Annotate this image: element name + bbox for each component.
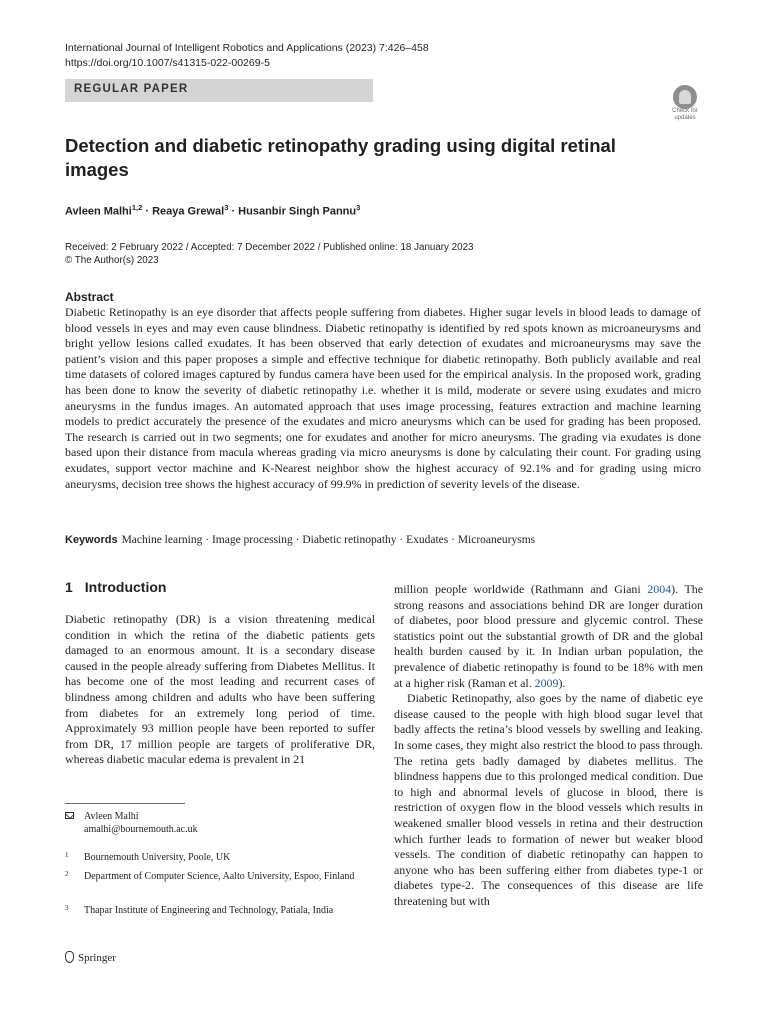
affiliation-number: 3: [65, 904, 69, 912]
citation-link[interactable]: 2009: [534, 675, 559, 690]
intro-column-left: Diabetic retinopathy (DR) is a vision threatening medical condition in which the retina of the diabetic patients gets damaged to an enormous amount. It is a secondary disease caused in the people already suffering from Diabetes Mellitus. It has become one of the most leading and recurrent cases of blindness among children and adults who have been suffering from diabetes for an extremely long period of time. Approximately 93 million people have been reported to suffer from DR, 17 million people are targets of proliferative DR, whereas diabetic macular edema is prevalent in 21: [65, 612, 375, 767]
publisher-footer: [65, 951, 116, 964]
paper-type-banner: [65, 79, 373, 102]
check-badge-line2: updates: [674, 114, 696, 121]
contact-email[interactable]: amalhi@bournemouth.ac.uk: [84, 824, 198, 835]
author-name[interactable]: Husanbir Singh Pannu: [238, 205, 357, 218]
keywords-label: Keywords: [65, 534, 118, 546]
author-name[interactable]: Avleen Malhi: [65, 205, 132, 218]
envelope-icon: [65, 812, 74, 819]
affiliation-number: 1: [65, 851, 69, 859]
intro-paragraph: Diabetic Retinopathy, also goes by the name of diabetic eye disease caused to the people with high blood sugar level that badly affects the retina’s blood vessels by swelling and leaking. In some cases, they might also restrict the blood to pass through. The retina gets badly damaged by diabetes mellitus. The blindness happens due to this prolonged medical condition. Due to high and abnormal levels of glucose in blood, there is restriction of oxygen flow in the blood vessels which results in weakened smaller blood vessels in retina and their destruction which further leads to formation of newer but weaker blood vessels. The condition of diabetic retinopathy can happen to anyone who has been suffering either from diabetes type-1 or diabetes type-2. The consequences of this disease are life threatening but with: [394, 691, 703, 908]
author-separator: ·: [142, 205, 153, 218]
affiliation-1: [65, 851, 355, 864]
author-affiliation: 3: [224, 203, 229, 212]
journal-citation: International Journal of Intelligent Robotics and Applications (2023) 7:426–458: [65, 42, 429, 54]
author-affiliation: 3: [356, 203, 361, 212]
affiliation-text: Department of Computer Science, Aalto University, Espoo, Finland: [84, 871, 355, 882]
citation-link[interactable]: 2004: [647, 582, 672, 596]
keywords-list: Machine learning · Image processing · Diabetic retinopathy · Exudates · Microaneurysms: [121, 534, 536, 546]
springer-horse-icon: [65, 951, 74, 963]
paper-type-label: REGULAR PAPER: [74, 83, 189, 95]
author-list: [65, 203, 360, 218]
affiliation-number: 2: [65, 870, 69, 878]
publication-dates: [65, 241, 473, 267]
keywords: [65, 534, 535, 546]
affiliation-3: [65, 904, 355, 917]
author-name[interactable]: Reaya Grewal: [152, 205, 225, 218]
check-for-updates-badge[interactable]: [667, 85, 703, 123]
author-affiliation: 1,2: [131, 203, 143, 212]
journal-header: [65, 41, 429, 71]
footnote-divider: [65, 803, 185, 804]
affiliation-text: Bournemouth University, Poole, UK: [84, 852, 231, 863]
abstract-text: Diabetic Retinopathy is an eye disorder that affects people suffering from diabetes. Higher sugar levels in blood leads to damage of blood vessels in eyes and may even cause blindness. Diabetic retinopathy is identified by red spots known as microaneurysms and bright yellow lesions called exudates. It has been observed that early detection of exudates and microaneurysms may save the patient’s vision and this paper proposes a simple and effective technique for diabetic retinopathy. Both publicly available and real time datasets of colored images captured by fundus camera have been used for the empirical analysis. In the proposed work, grading has been done to know the severity of diabetic retinopathy i.e. whether it is mild, moderate or severe using exudates and micro aneurysms in the fundus images. An automated approach that uses image processing, features extraction and machine learning models to predict accurately the presence of the exudates and micro aneurysms which can be used for grading has been proposed. The research is carried out in two segments; one for exudates and another for micro aneurysms. The grading via exudates is done based upon their distance from macula whereas grading via micro aneurysms is done by calculating their count. For grading using exudates, support vector machine and K-Nearest neighbor show the highest accuracy of 92.1% and for grading using micro aneurysms, decision tree shows the highest accuracy of 99.9% in prediction of severity levels of the disease.: [65, 305, 701, 491]
affiliation-2: [65, 870, 355, 883]
abstract-heading: Abstract: [65, 290, 114, 304]
contact-name: Avleen Malhi: [84, 811, 139, 822]
affiliation-text: Thapar Institute of Engineering and Technology, Patiala, India: [84, 905, 334, 916]
section-title: Introduction: [84, 579, 167, 595]
check-for-updates-icon: [673, 85, 697, 109]
intro-paragraph: million people worldwide (Rathmann and Giani 2004). The strong reasons and associations behind DR are longer duration of diabetes, poor blood pressure and glycemic control. These statistics point out the substantial growth of DR and the global health burden caused by it. In Indian urban population, the prevalence of diabetic retinopathy is found to be 18% with men at a higher risk (Raman et al. 2009).: [394, 582, 703, 690]
author-separator: ·: [228, 205, 239, 218]
corresponding-author: [84, 810, 198, 836]
paper-title: Detection and diabetic retinopathy grading using digital retinal images: [65, 135, 616, 180]
doi-link[interactable]: https://doi.org/10.1007/s41315-022-00269-5: [65, 57, 270, 69]
publisher-name: Springer: [78, 952, 116, 964]
section-heading: [65, 579, 178, 595]
history-dates: Received: 2 February 2022 / Accepted: 7 December 2022 / Published online: 18 January 2023: [65, 242, 474, 253]
check-badge-line1: Check for: [672, 108, 698, 114]
copyright: © The Author(s) 2023: [65, 255, 159, 266]
section-number: 1: [65, 579, 73, 595]
intro-column-right: [394, 582, 703, 909]
